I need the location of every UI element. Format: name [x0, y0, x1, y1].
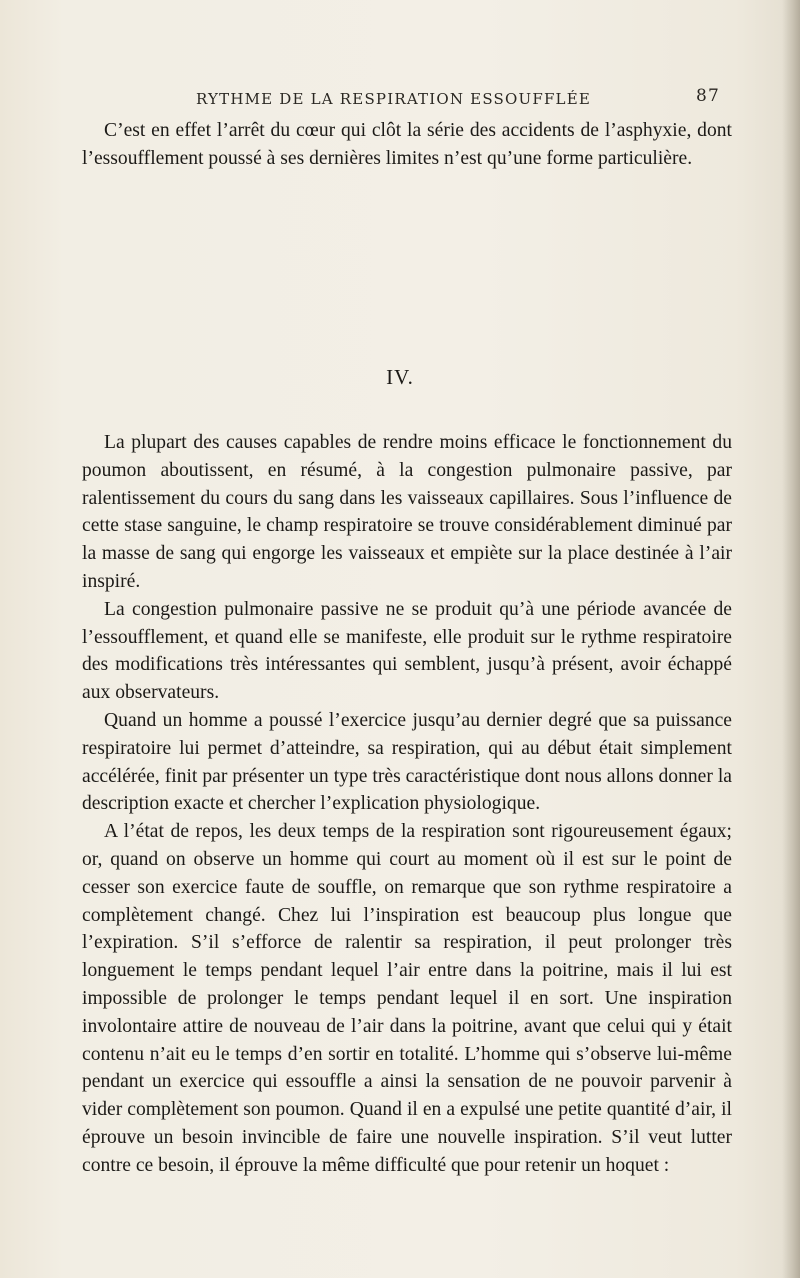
- page-edge-shadow: [782, 0, 800, 1278]
- intro-paragraph: C’est en effet l’arrêt du cœur qui clôt la série des accidents de l’asphyxie, dont l’essoufflement poussé à ses dernières limites n’est qu’une forme particulière.: [82, 120, 732, 169]
- paragraph-1: La plupart des causes capables de rendre moins efficace le fonctionnement du poumon aboutissent, en résumé, à la congestion pulmonaire passive, par ralentissement du cours du sang dans les vaisseaux capillaires. Sous l’influence de cette stase sanguine, le champ respiratoire se trouve considérablement diminué par la masse de sang qui engorge les vaisseaux et empiète sur la place destinée à l’air inspiré.: [82, 432, 732, 592]
- section-body: [82, 429, 732, 1180]
- paragraph-2: La congestion pulmonaire passive ne se produit qu’à une période avancée de l’essoufflement, et quand elle se manifeste, elle produit sur le rythme respiratoire des modifications très intéressantes qui semblent, jusqu’à présent, avoir échappé aux observateurs.: [82, 598, 732, 704]
- intro-paragraph-block: [82, 117, 732, 173]
- page-number: 87: [695, 86, 720, 106]
- section-heading: IV.: [386, 365, 414, 389]
- running-title: RYTHME DE LA RESPIRATION ESSOUFFLÉE: [196, 90, 592, 108]
- paragraph-3: Quand un homme a poussé l’exercice jusqu’au dernier degré que sa puissance respiratoire lui permet d’atteindre, sa respiration, qui au début était simplement accélérée, finit par présenter un type très caractéristique dont nous allons donner la description exacte et chercher l’explication physiologique.: [82, 709, 732, 815]
- paragraph-4: A l’état de repos, les deux temps de la respiration sont rigoureusement égaux; or, quand on observe un homme qui court au moment où il est sur le point de cesser son exercice faute de souffle, on remarque que son rythme respiratoire a complètement changé. Chez lui l’inspiration est beaucoup plus longue que l’expiration. S’il s’efforce de ralentir sa respiration, il peut prolonger très longuement le temps pendant lequel l’air entre dans la poitrine, mais il lui est impossible de prolonger le temps pendant lequel il en sort. Une inspiration involontaire attire de nouveau de l’air dans la poitrine, avant que celui qui y était contenu n’ait eu le temps d’en sortir en totalité. L’homme qui s’observe lui-même pendant un exercice qui essouffle a ainsi la sensation de ne pouvoir parvenir à vider complètement son poumon. Quand il en a expulsé une petite quantité d’air, il éprouve un besoin invincible de faire une nouvelle inspiration. S’il veut lutter contre ce besoin, il éprouve la même difficulté que pour retenir un hoquet :: [82, 821, 732, 1176]
